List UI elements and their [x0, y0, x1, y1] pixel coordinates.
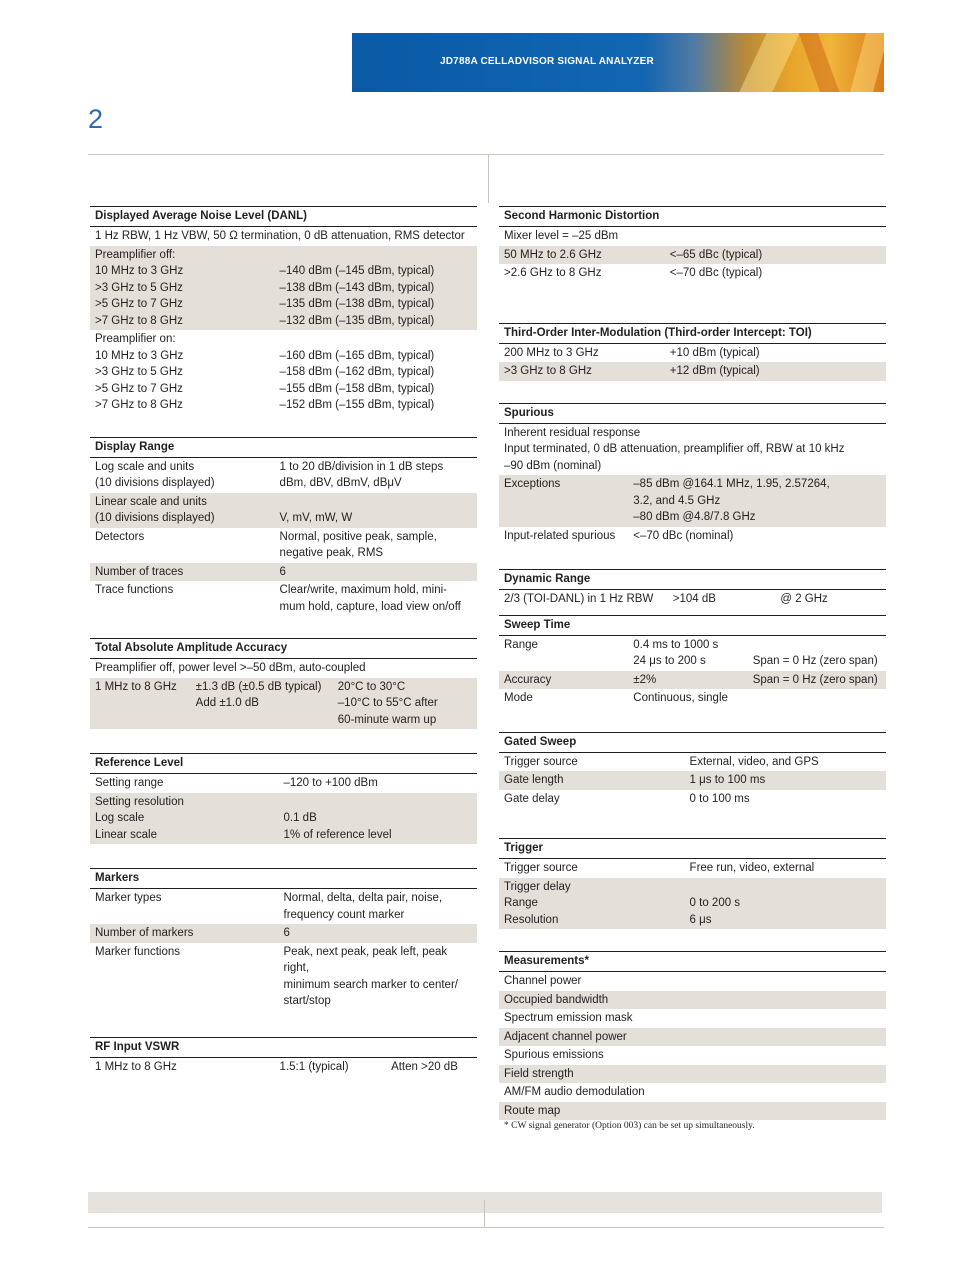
- spec-row: [499, 1046, 886, 1065]
- spec-row: [499, 636, 886, 671]
- spec-section: [499, 732, 886, 809]
- spec-value: 0 to 200 s 6 μs: [689, 897, 741, 926]
- spec-label: Preamplifier on: 10 MHz to 3 GHz >3 GHz to 5 GHz >5 GHz to 7 GHz >7 GHz to 8 GHz: [95, 333, 184, 411]
- spec-row: [499, 527, 886, 546]
- spec-label: Mixer level = –25 dBm: [504, 230, 619, 242]
- spec-value: Free run, video, external: [689, 862, 815, 874]
- section-title: Spurious: [499, 403, 886, 424]
- section-title: Dynamic Range: [499, 569, 886, 590]
- spec-value: <–65 dBc (typical): [669, 248, 763, 261]
- spec-value: –85 dBm @164.1 MHz, 1.95, 2.57264, 3.2, and 4.5 GHz –80 dBm @4.8/7.8 GHz: [633, 478, 830, 523]
- spec-value: ±2%: [633, 673, 657, 686]
- spec-label: Setting resolution Log scale Linear scale: [95, 795, 184, 841]
- spec-row: [499, 227, 886, 246]
- spec-row: [499, 991, 886, 1010]
- spec-value: Clear/write, maximum hold, mini- mum hold, capture, load view on/off: [279, 584, 461, 613]
- spec-value: @ 2 GHz: [780, 593, 828, 605]
- spec-label: 200 MHz to 3 GHz: [504, 346, 599, 359]
- spec-row: [499, 671, 886, 690]
- spec-label: 50 MHz to 2.6 GHz: [504, 248, 602, 261]
- spec-value: 0.4 ms to 1000 s 24 μs to 200 s: [633, 638, 719, 667]
- spec-label: Log scale and units (10 divisions displayed): [95, 460, 215, 489]
- spec-label: Detectors: [95, 530, 145, 543]
- spec-row: [90, 943, 477, 1011]
- banner-decoration: [797, 33, 845, 92]
- spec-section: [90, 638, 477, 729]
- spec-value: Span = 0 Hz (zero span): [752, 655, 878, 667]
- spec-label: Preamplifier off: 10 MHz to 3 GHz >3 GHz to 5 GHz >5 GHz to 7 GHz >7 GHz to 8 GHz: [95, 248, 184, 327]
- spec-row: [499, 475, 886, 527]
- spec-value: 6: [279, 565, 286, 578]
- footer-bar: [88, 1192, 882, 1213]
- section-title: Markers: [90, 868, 477, 889]
- page-number: 2: [88, 104, 104, 134]
- spec-value: –140 dBm (–145 dBm, typical) –138 dBm (–143 dBm, typical) –135 dBm (–138 dBm, typical) –132 dBm (–135 dBm, typical): [279, 265, 435, 327]
- spec-label: >2.6 GHz to 8 GHz: [504, 267, 602, 279]
- spec-label: Trigger source: [504, 862, 578, 874]
- spec-row: [499, 859, 886, 878]
- spec-section: [499, 323, 886, 381]
- spec-row: [499, 1083, 886, 1102]
- spec-section: [499, 838, 886, 929]
- spec-row: [90, 246, 477, 331]
- spec-label: Adjacent channel power: [504, 1030, 627, 1043]
- spec-value: +10 dBm (typical): [669, 346, 760, 359]
- spec-label: Route map: [504, 1104, 561, 1117]
- spec-row: [499, 689, 886, 708]
- spec-label: Field strength: [504, 1067, 574, 1080]
- spec-row: [499, 264, 886, 283]
- spec-value: <–70 dBc (typical): [669, 267, 763, 279]
- spec-section: [90, 868, 477, 1011]
- spec-section: [499, 403, 886, 546]
- spec-label: Preamplifier off, power level >–50 dBm, auto-coupled: [95, 662, 366, 674]
- spec-label: 1 MHz to 8 GHz: [95, 680, 177, 693]
- spec-value: ±1.3 dB (±0.5 dB typical) Add ±1.0 dB: [195, 680, 322, 709]
- section-title: Sweep Time: [499, 615, 886, 636]
- spec-label: Spurious emissions: [504, 1049, 604, 1061]
- footer-line: [88, 1227, 884, 1228]
- spec-row: [90, 924, 477, 943]
- spec-row: [90, 493, 477, 528]
- section-title: Display Range: [90, 437, 477, 458]
- spec-row: [90, 581, 477, 616]
- spec-row: [499, 1102, 886, 1121]
- spec-row: [90, 774, 477, 793]
- spec-row: [499, 972, 886, 991]
- spec-label: Accuracy: [504, 673, 552, 686]
- spec-label: Channel power: [504, 975, 582, 987]
- spec-label: Spectrum emission mask: [504, 1012, 633, 1024]
- spec-section: [499, 569, 886, 609]
- spec-value: 0.1 dB 1% of reference level: [283, 812, 392, 841]
- spec-row: [499, 1065, 886, 1084]
- spec-label: >3 GHz to 8 GHz: [504, 365, 592, 377]
- spec-label: 1 Hz RBW, 1 Hz VBW, 50 Ω termination, 0 dB attenuation, RMS detector: [95, 230, 465, 242]
- left-column: [90, 206, 477, 1076]
- spec-label: Input-related spurious: [504, 529, 616, 542]
- spec-value: –120 to +100 dBm: [283, 777, 378, 789]
- spec-value: 1.5:1 (typical): [279, 1060, 349, 1073]
- banner-decoration: [846, 33, 884, 92]
- spec-row: [499, 344, 886, 363]
- section-title: Second Harmonic Distortion: [499, 206, 886, 227]
- right-column: [499, 206, 886, 1132]
- spec-label: Inherent residual response Input terminated, 0 dB attenuation, preamplifier off, RBW at 10 kHz –90 dBm (nominal): [504, 426, 845, 472]
- spec-row: [499, 771, 886, 790]
- spec-row: [90, 659, 477, 678]
- spec-row: [90, 227, 477, 246]
- spec-label: Number of markers: [95, 927, 194, 939]
- spec-label: 2/3 (TOI-DANL) in 1 Hz RBW: [504, 593, 654, 605]
- spec-value: 6: [283, 927, 290, 939]
- spec-label: AM/FM audio demodulation: [504, 1086, 645, 1098]
- spec-row: [90, 889, 477, 924]
- section-title: Trigger: [499, 838, 886, 859]
- section-title: Total Absolute Amplitude Accuracy: [90, 638, 477, 659]
- footer-divider: [484, 1200, 485, 1227]
- spec-label: Setting range: [95, 777, 164, 789]
- spec-value: [753, 690, 881, 707]
- spec-row: [499, 590, 886, 609]
- footnote: * CW signal generator (Option 003) can be set up simultaneously.: [504, 1121, 755, 1131]
- spec-section: [499, 206, 886, 283]
- section-title: Reference Level: [90, 753, 477, 774]
- section-title: Measurements*: [499, 951, 886, 972]
- header-divider: [88, 154, 884, 155]
- spec-label: Trace functions: [95, 584, 174, 596]
- spec-row: [499, 1009, 886, 1028]
- spec-label: Gate length: [504, 774, 564, 786]
- spec-section: [499, 951, 886, 1132]
- spec-value: Atten >20 dB: [391, 1060, 458, 1073]
- spec-value: >104 dB: [672, 593, 716, 605]
- spec-value: <–70 dBc (nominal): [633, 529, 734, 542]
- spec-row: [90, 528, 477, 563]
- spec-value: Continuous, single: [633, 692, 728, 704]
- spec-row: [90, 793, 477, 845]
- spec-label: Trigger source: [504, 755, 578, 768]
- section-title: Displayed Average Noise Level (DANL): [90, 206, 477, 227]
- section-title: Gated Sweep: [499, 732, 886, 753]
- spec-label: Number of traces: [95, 565, 184, 578]
- spec-value: +12 dBm (typical): [669, 365, 760, 377]
- spec-value: 0 to 100 ms: [689, 792, 750, 805]
- spec-label: Trigger delay Range Resolution: [504, 880, 571, 926]
- spec-value: External, video, and GPS: [689, 755, 819, 768]
- section-title: Third-Order Inter-Modulation (Third-order Intercept: TOI): [499, 323, 886, 344]
- spec-label: Linear scale and units (10 divisions displayed): [95, 495, 215, 524]
- spec-row: [499, 1028, 886, 1047]
- spec-row: [499, 246, 886, 265]
- banner-decoration: [734, 33, 799, 92]
- spec-label: Gate delay: [504, 792, 560, 805]
- spec-value: Peak, next peak, peak left, peak right, minimum search marker to center/ start/stop: [283, 945, 458, 1007]
- spec-value: –160 dBm (–165 dBm, typical) –158 dBm (–162 dBm, typical) –155 dBm (–158 dBm, typical) –152 dBm (–155 dBm, typical): [279, 349, 435, 411]
- spec-row: [90, 563, 477, 582]
- spec-row: [499, 878, 886, 930]
- spec-value: 1 to 20 dB/division in 1 dB steps dBm, dBV, dBmV, dBμV: [279, 460, 444, 489]
- spec-value: 20°C to 30°C –10°C to 55°C after 60-minute warm up: [337, 680, 438, 726]
- column-divider: [488, 155, 489, 203]
- spec-section: [90, 1037, 477, 1077]
- spec-row: [499, 790, 886, 809]
- spec-value: 1 μs to 100 ms: [689, 774, 766, 786]
- header-banner: [352, 33, 884, 92]
- spec-label: 1 MHz to 8 GHz: [95, 1060, 177, 1073]
- spec-section: [90, 206, 477, 415]
- spec-label: Marker types: [95, 892, 162, 904]
- spec-row: [499, 424, 886, 476]
- spec-value: V, mV, mW, W: [279, 512, 353, 524]
- spec-value: Span = 0 Hz (zero span): [752, 673, 878, 686]
- spec-row: [90, 678, 477, 730]
- spec-row: [90, 458, 477, 493]
- spec-section: [90, 437, 477, 617]
- spec-section: [499, 615, 886, 708]
- spec-label: Range: [504, 638, 538, 651]
- spec-label: Exceptions: [504, 478, 561, 490]
- spec-row: [90, 1058, 477, 1077]
- spec-label: Marker functions: [95, 945, 181, 958]
- spec-row: [90, 330, 477, 415]
- banner-title: JD788A CELLADVISOR SIGNAL ANALYZER: [440, 56, 654, 67]
- spec-section: [90, 753, 477, 844]
- spec-value: Normal, delta, delta pair, noise, frequency count marker: [283, 892, 443, 921]
- spec-label: Occupied bandwidth: [504, 993, 609, 1006]
- spec-row: [499, 362, 886, 381]
- spec-label: Mode: [504, 692, 533, 704]
- spec-row: [499, 753, 886, 772]
- section-title: RF Input VSWR: [90, 1037, 477, 1058]
- spec-value: Normal, positive peak, sample, negative peak, RMS: [279, 530, 437, 559]
